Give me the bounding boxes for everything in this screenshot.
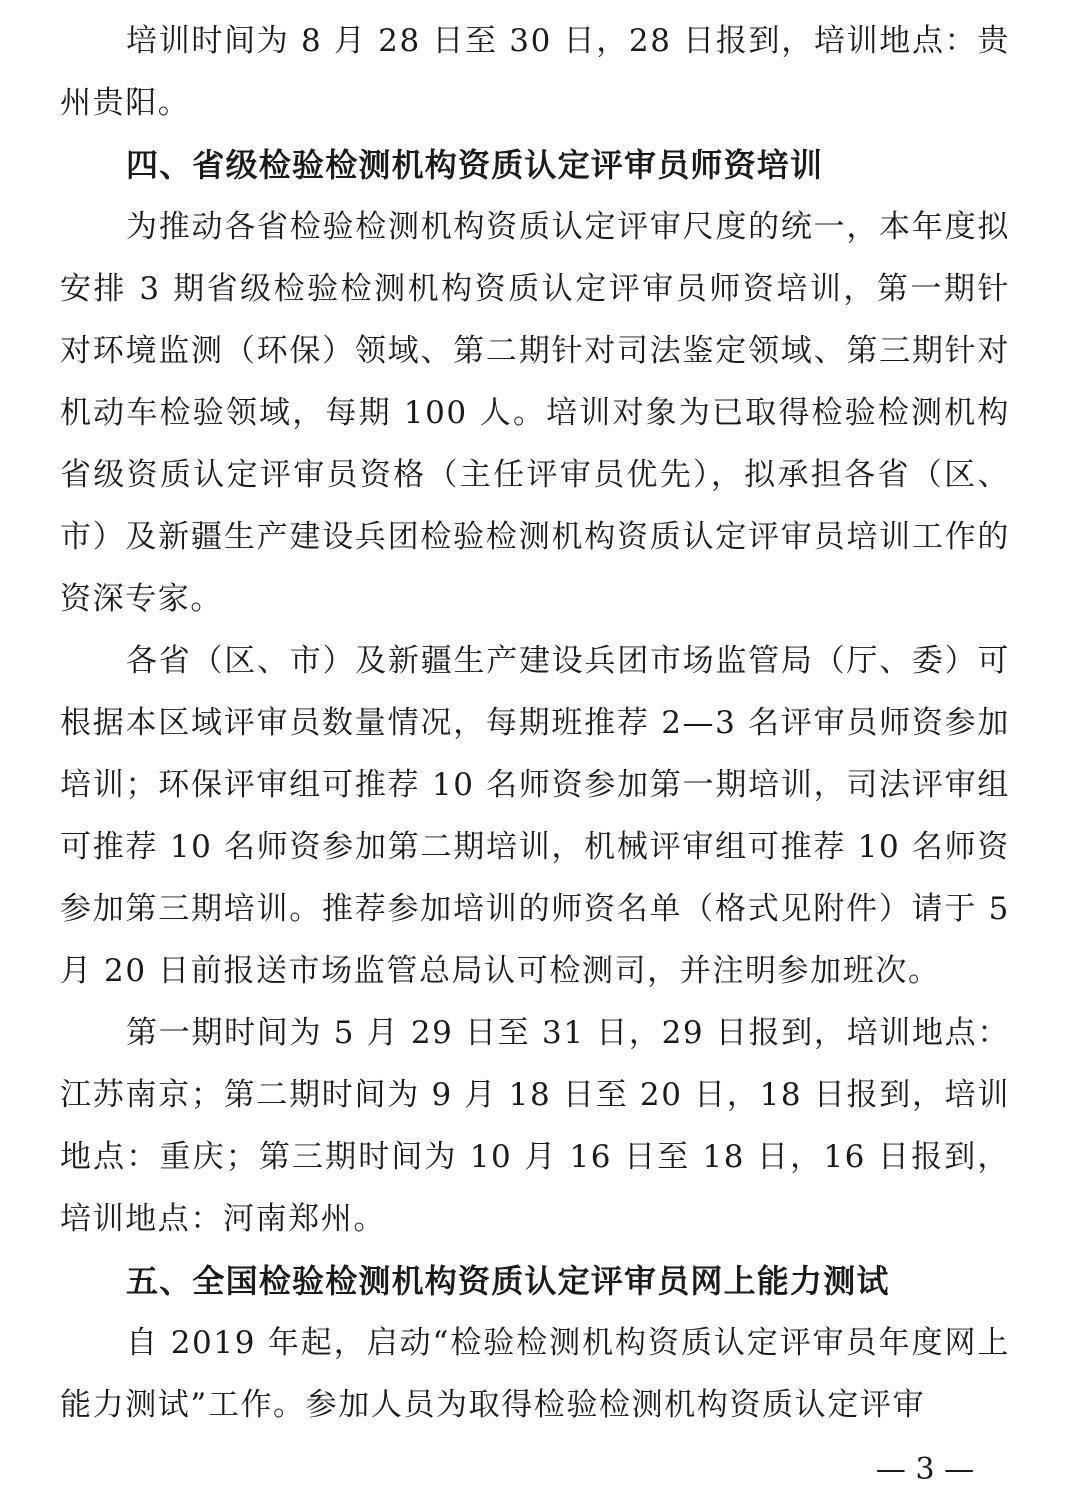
paragraph-schedule: 第一期时间为 5 月 29 日至 31 日，29 日报到，培训地点：江苏南京；第二期时间为 9 月 18 日至 20 日，18 日报到，培训地点：重庆；第三期时间为 10 月 16 日至 18 日，16 日报到，培训地点：河南郑州。 [60, 1015, 1010, 1237]
section-heading-4: 四、省级检验检测机构资质认定评审员师资培训 [126, 146, 824, 184]
paragraph-recommendation: 各省（区、市）及新疆生产建设兵团市场监管局（厅、委）可根据本区域评审员数量情况，每期班推荐 2—3 名评审员师资参加培训；环保评审组可推荐 10 名师资参加第一期培训，司法评审组可推荐 10 名师资参加第二期培训，机械评审组可推荐 10 名师资参加第三期培训。推荐参加培训的师资名单（格式见附件）请于 5 月 20 日前报送市场监管总局认可检测司，并注明参加班次。 [60, 643, 1010, 989]
paragraph-provincial-trainer-training: 为推动各省检验检测机构资质认定评审尺度的统一，本年度拟安排 3 期省级检验检测机构资质认定评审员师资培训，第一期针对环境监测（环保）领域、第二期针对司法鉴定领域、第三期针对机动车检验领域，每期 100 人。培训对象为已取得检验检测机构省级资质认定评审员资格（主任评审员优先），拟承担各省（区、市）及新疆生产建设兵团检验检测机构资质认定评审员培训工作的资深专家。 [60, 209, 1010, 617]
document-body [60, 10, 1010, 1436]
section-heading-5: 五、全国检验检测机构资质认定评审员网上能力测试 [126, 1262, 890, 1300]
page-number: — 3 — [875, 1452, 975, 1487]
paragraph-training-time-guiyang: 培训时间为 8 月 28 日至 30 日，28 日报到，培训地点：贵州贵阳。 [60, 23, 1010, 121]
paragraph-online-test: 自 2019 年起，启动“检验检测机构资质认定评审员年度网上能力测试”工作。参加人员为取得检验检测机构资质认定评审 [60, 1325, 1010, 1423]
